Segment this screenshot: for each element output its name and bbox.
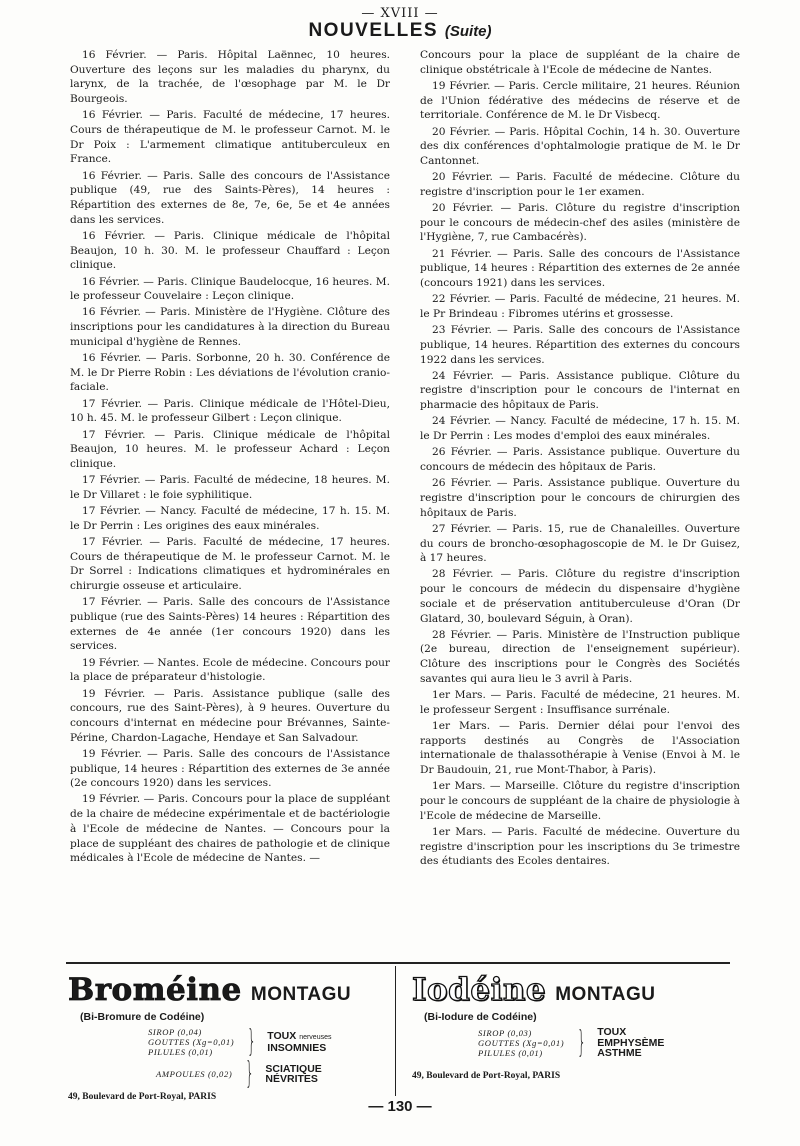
news-item: 23 Février. — Paris. Salle des concours de l'Assistance publique, 14 heures. Répartition des externes du concours 1922 dans les services. bbox=[420, 324, 740, 366]
news-item: 26 Février. — Paris. Assistance publique. Ouverture du concours de médecin des hôpitaux de Paris. bbox=[420, 446, 740, 473]
news-item: 16 Février. — Paris. Faculté de médecine, 17 heures. Cours de thérapeutique de M. le professeur Carnot. M. le Dr Poix : L'armement climatique antituberculeux en France. bbox=[70, 109, 390, 166]
ad-form-item: PILULES (0,01) bbox=[148, 1047, 213, 1057]
news-item: 17 Février. — Paris. Clinique médicale de l'hôpital Beaujon, 10 heures. M. le professeur Achard : Leçon clinique. bbox=[70, 428, 390, 470]
ad-indication-note: nerveuses bbox=[299, 1033, 332, 1041]
news-item: 20 Février. — Paris. Hôpital Cochin, 14 h. 30. Ouverture des dix conférences d'ophtalmologie pratique de M. le Dr Cantonnet. bbox=[420, 125, 740, 167]
news-item: 16 Février. — Paris. Clinique Baudelocque, 16 heures. M. le professeur Couvelaire : Leçon clinique. bbox=[70, 275, 390, 303]
ad-dosage-forms bbox=[148, 1027, 234, 1057]
ad-subtitle: (Bi-Bromure de Codéine) bbox=[80, 1011, 205, 1023]
ad-ampoule-indications bbox=[265, 1064, 321, 1085]
news-item: 19 Février. — Paris. Assistance publique (salle des concours, rue des Saint-Pères), à 9 heures. Ouverture du concours d'internat en médecine pour Brévannes, Sainte-Périne, Chardon-Lagache, Hendaye et San Salvadour. bbox=[70, 687, 390, 744]
news-item: 17 Février. — Paris. Faculté de médecine, 17 heures. Cours de thérapeutique de M. le professeur Carnot. M. le Dr Sorrel : Indications climatiques et hydrominérales en chirurgie osseuse et articulaire. bbox=[70, 536, 390, 593]
news-item: 1er Mars. — Paris. Dernier délai pour l'envoi des rapports destinés au Congrès de l'Association internationale de thalassothérapie à Venise (Envoi à M. le Dr Baudouin, 21, rue Mont-Thabor, à Paris). bbox=[420, 719, 740, 777]
ad-bromeine bbox=[68, 972, 388, 1102]
news-item: 28 Février. — Paris. Clôture du registre d'inscription pour le concours de médecin du dispensaire d'hygiène sociale et de préservation antituberculeuse d'Oran (Dr Glatard, 30, boulevard Séguin, à Oran). bbox=[420, 568, 740, 625]
news-item: 16 Février. — Paris. Sorbonne, 20 h. 30. Conférence de M. le Dr Pierre Robin : Les déviations de l'évolution cranio-faciale. bbox=[70, 352, 390, 394]
ad-divider-rule bbox=[395, 966, 396, 1096]
ad-brand-name: Broméine bbox=[68, 972, 242, 1008]
ad-maker-name: MONTAGU bbox=[555, 984, 656, 1005]
ad-maker-name: MONTAGU bbox=[250, 984, 352, 1005]
news-item: 1er Mars. — Paris. Faculté de médecine, 21 heures. M. le professeur Sergent : Insuffisance surrénale. bbox=[420, 689, 740, 716]
ad-indication: NÉVRITES bbox=[265, 1073, 318, 1085]
news-item: 27 Février. — Paris. 15, rue de Chanaleilles. Ouverture du cours de broncho-œsophagoscopie de M. le Dr Guisez, à 17 heures. bbox=[420, 522, 740, 565]
title-text: NOUVELLES bbox=[308, 20, 439, 41]
news-item: 16 Février. — Paris. Hôpital Laënnec, 10 heures. Ouverture des leçons sur les maladies du pharynx, du larynx, de la trachée, de l'œsophage par M. le Dr Bourgeois. bbox=[70, 49, 390, 106]
news-item: 22 Février. — Paris. Faculté de médecine, 21 heures. M. le Pr Brindeau : Fibromes utérins et grossesse. bbox=[420, 293, 740, 320]
ad-indication: ASTHME bbox=[597, 1047, 642, 1059]
page-roman-numeral: — XVIII — bbox=[361, 6, 439, 21]
news-item: 19 Février. — Paris. Salle des concours de l'Assistance publique, 14 heures : Répartition des externes de 3e année (2e concours 1920) dans les services. bbox=[70, 747, 390, 790]
news-item: 1er Mars. — Paris. Faculté de médecine. Ouverture du registre d'inscription pour les inscriptions du 3e trimestre des étudiants des Ecoles dentaires. bbox=[420, 825, 740, 868]
ad-form-item: SIROP (0,04) bbox=[148, 1027, 202, 1037]
ad-brand-name: Iodéine bbox=[412, 972, 547, 1008]
news-item: 28 Février. — Paris. Ministère de l'Instruction publique (2e bureau, direction de l'enseignement supérieur). Clôture des inscriptions pour le Congrès des Sociétés savantes qui aura lieu le 3 avril à Paris. bbox=[420, 628, 740, 685]
ad-subtitle: (Bi-Iodure de Codéine) bbox=[424, 1011, 537, 1023]
brace-icon: } bbox=[245, 1056, 255, 1091]
ad-indications bbox=[597, 1027, 664, 1059]
news-item: 17 Février. — Paris. Salle des concours de l'Assistance publique (rue des Saints-Pères) 14 heures : Répartition des externes de 4e année (1er concours 1920) dans les services. bbox=[70, 596, 390, 653]
ad-form-item: GOUTTES (Xg=0,01) bbox=[148, 1037, 235, 1047]
ad-form-item: PILULES (0,01) bbox=[478, 1047, 543, 1058]
ad-form-item: GOUTTES (Xg=0,01) bbox=[478, 1037, 565, 1048]
brace-icon: } bbox=[577, 1024, 587, 1060]
ad-ampoules: AMPOULES (0,02) bbox=[156, 1069, 233, 1079]
ad-address: 49, Boulevard de Port-Royal, PARIS bbox=[412, 1070, 561, 1081]
news-item: 1er Mars. — Marseille. Clôture du registre d'inscription pour le concours de suppléant de la chaire de physiologie à l'Ecole de médecine de Marseille. bbox=[420, 780, 740, 822]
ad-form-item: SIROP (0,03) bbox=[478, 1027, 532, 1038]
news-item: 21 Février. — Paris. Salle des concours de l'Assistance publique, 14 heures : Répartition des externes de 2e année (concours 1921) dans les services. bbox=[420, 247, 740, 290]
news-item: 16 Février. — Paris. Ministère de l'Hygiène. Clôture des inscriptions pour les candidatures à la direction du Bureau municipal d'hygiène de Rennes. bbox=[70, 306, 390, 348]
news-column-left bbox=[70, 48, 390, 958]
ad-indication: SCIATIQUE bbox=[265, 1062, 322, 1075]
page-title bbox=[0, 20, 800, 42]
ad-indication: TOUX bbox=[597, 1026, 627, 1038]
ad-dosage-forms bbox=[478, 1028, 564, 1058]
ad-indication: TOUX bbox=[267, 1029, 297, 1042]
news-item: 24 Février. — Nancy. Faculté de médecine, 17 h. 15. M. le Dr Perrin : Les modes d'emploi des eaux minérales. bbox=[420, 415, 740, 443]
ad-top-rule bbox=[66, 962, 730, 964]
news-item: 19 Février. — Nantes. Ecole de médecine. Concours pour la place de préparateur d'histologie. bbox=[70, 656, 390, 684]
ad-indication: INSOMNIES bbox=[267, 1042, 327, 1054]
news-item: 17 Février. — Paris. Faculté de médecine, 18 heures. M. le Dr Villaret : le foie syphilitique. bbox=[70, 474, 390, 501]
news-item: 26 Février. — Paris. Assistance publique. Ouverture du registre d'inscription pour le concours de chirurgien des hôpitaux de Paris. bbox=[420, 477, 740, 519]
news-item-continuation: Concours pour la place de suppléant de la chaire de clinique obstétricale à l'Ecole de médecine de Nantes. bbox=[420, 49, 740, 76]
news-item: 17 Février. — Nancy. Faculté de médecine, 17 h. 15. M. le Dr Perrin : Les origines des eaux minérales. bbox=[70, 505, 390, 532]
page-number: — 130 — bbox=[368, 1098, 432, 1115]
news-item: 16 Février. — Paris. Clinique médicale de l'hôpital Beaujon, 10 h. 30. M. le professeur Chauffard : Leçon clinique. bbox=[70, 229, 390, 272]
news-item: 20 Février. — Paris. Clôture du registre d'inscription pour le concours de médecin-chef des asiles (ministère de l'Hygiène, 7, rue Cambacérès). bbox=[420, 202, 740, 244]
news-column-right bbox=[420, 48, 740, 958]
news-item: 20 Février. — Paris. Faculté de médecine. Clôture du registre d'inscription pour le 1er examen. bbox=[420, 171, 740, 198]
ad-address: 49, Boulevard de Port-Royal, PARIS bbox=[68, 1092, 217, 1102]
brace-icon: } bbox=[247, 1024, 257, 1059]
ad-indications bbox=[267, 1031, 331, 1054]
news-columns bbox=[70, 48, 740, 958]
title-suffix: (Suite) bbox=[444, 23, 492, 40]
news-item: 17 Février. — Paris. Clinique médicale de l'Hôtel-Dieu, 10 h. 45. M. le professeur Gilbert : Leçon clinique. bbox=[70, 397, 390, 425]
news-item: 16 Février. — Paris. Salle des concours de l'Assistance publique (49, rue des Saints-Pères), 14 heures : Répartition des externes de 8e, 7e, 6e, 5e et 4e années dans les services. bbox=[70, 169, 390, 226]
news-item: 24 Février. — Paris. Assistance publique. Clôture du registre d'inscription pour le concours de l'internat en pharmacie des hôpitaux de Paris. bbox=[420, 369, 740, 412]
ad-iodeine bbox=[412, 972, 732, 1094]
news-item: 19 Février. — Paris. Concours pour la place de suppléant de la chaire de médecine expérimentale et de bactériologie à l'Ecole de médecine de Nantes. — Concours pour la place de suppléant des chaires de pathologie et de clinique médicales à l'Ecole de médecine de Nantes. — bbox=[70, 793, 390, 865]
ad-indication: EMPHYSÈME bbox=[597, 1036, 665, 1049]
news-item: 19 Février. — Paris. Cercle militaire, 21 heures. Réunion de l'Union fédérative des médecins de réserve et de territoriale. Conférence de M. le Dr Visbecq. bbox=[420, 79, 740, 122]
